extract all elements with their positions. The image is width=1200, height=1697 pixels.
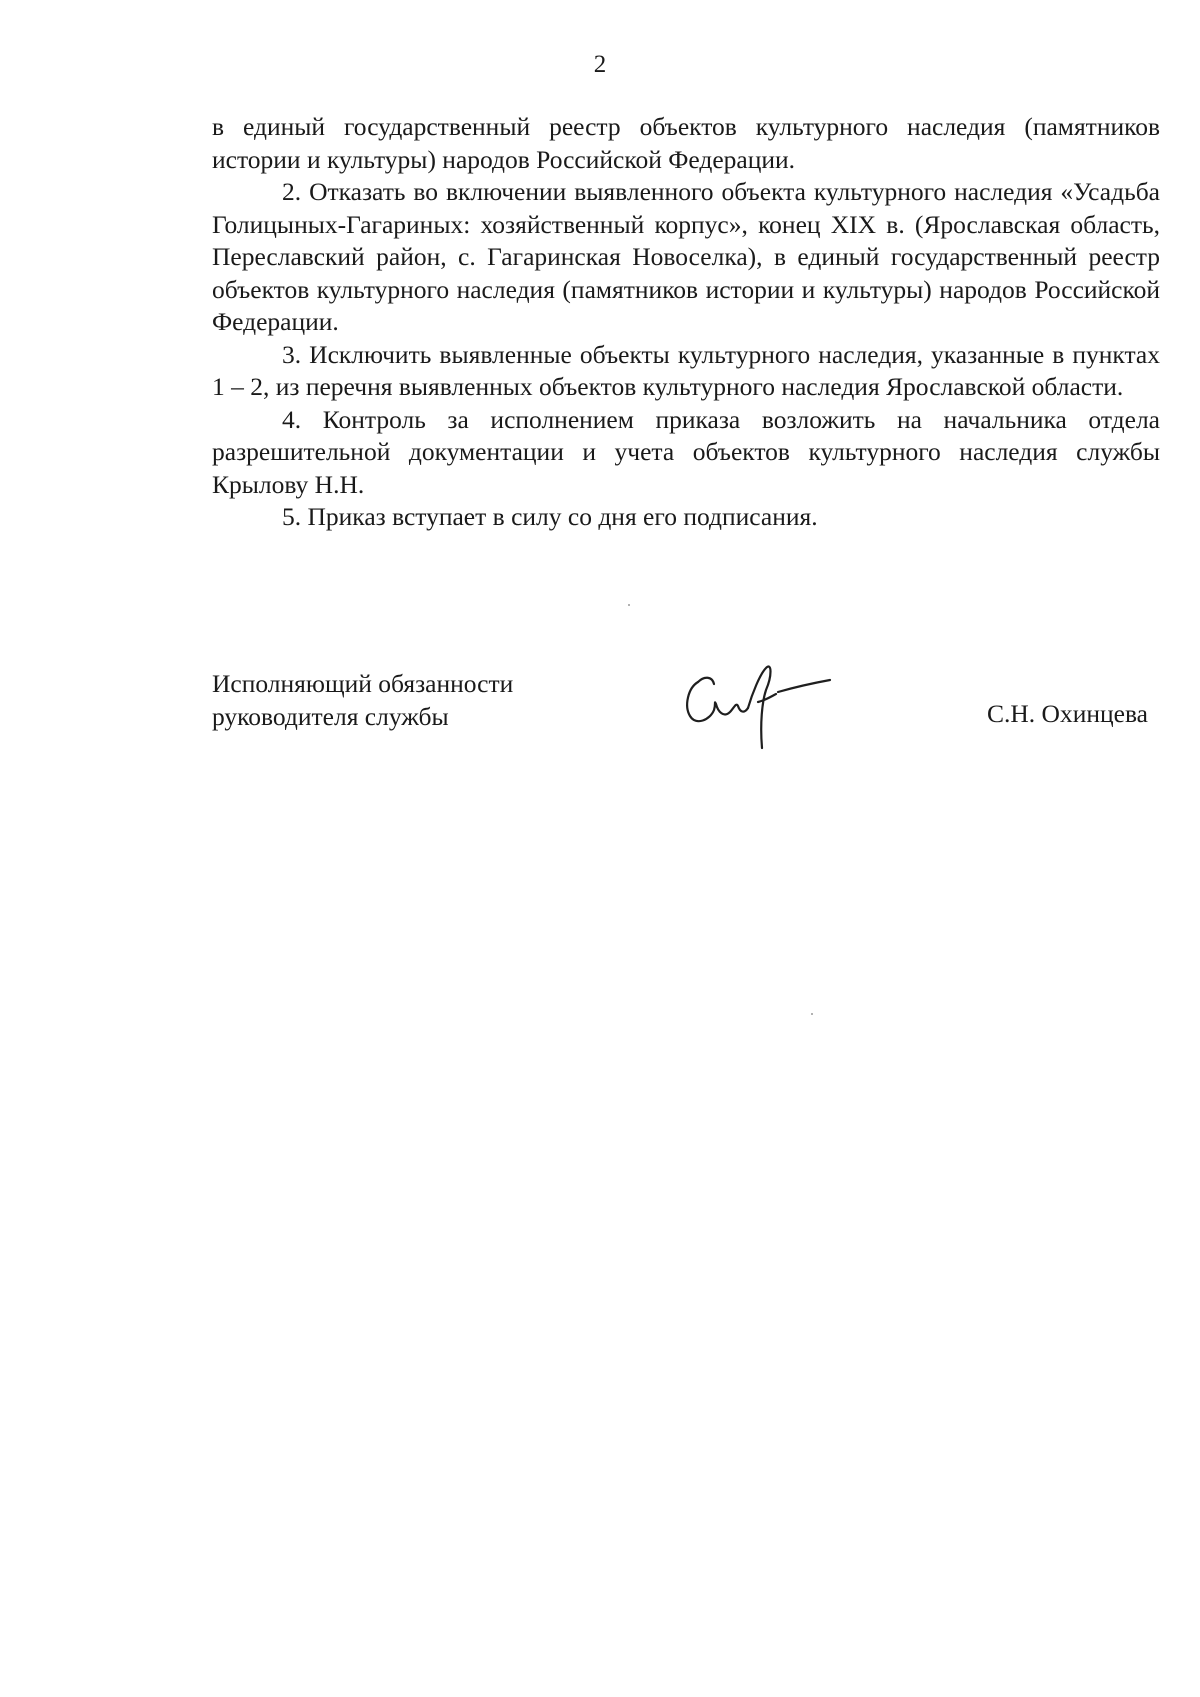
signer-title-line-1: Исполняющий обязанности — [212, 669, 514, 698]
paragraph-continuation: в единый государственный реестр объектов культурного наследия (памятников истории и культуры) народов Российской Федерации. — [212, 112, 1160, 174]
signer-name: С.Н. Охинцева — [987, 699, 1148, 728]
paragraph-item-4: 4. Контроль за исполнением приказа возложить на начальника отдела разрешительной документации и учета объектов культурного наследия службы Крылову Н.Н. — [212, 404, 1160, 499]
document-body — [212, 111, 1160, 534]
paragraph-item-2: 2. Отказать во включении выявленного объекта культурного наследия «Усадьба Голицыных-Гагариных: хозяйственный корпус», конец XIX в. (Ярославская область, Переславский район, с. Гагаринская Новоселка), в единый государственный реестр объектов культурного наследия (памятников истории и культуры) народов Российской Федерации. — [212, 177, 1160, 336]
paragraph-item-5: 5. Приказ вступает в силу со дня его подписания. — [282, 502, 818, 531]
scan-speck — [628, 604, 630, 606]
handwritten-signature — [680, 654, 840, 754]
signer-title-line-2: руководителя службы — [212, 701, 449, 731]
page-number: 2 — [593, 51, 607, 78]
scan-speck — [811, 1013, 813, 1015]
signer-title — [212, 668, 513, 733]
signature-block — [212, 668, 1160, 768]
paragraph-item-3: 3. Исключить выявленные объекты культурного наследия, указанные в пунктах 1 – 2, из перечня выявленных объектов культурного наследия Ярославской области. — [212, 339, 1160, 401]
